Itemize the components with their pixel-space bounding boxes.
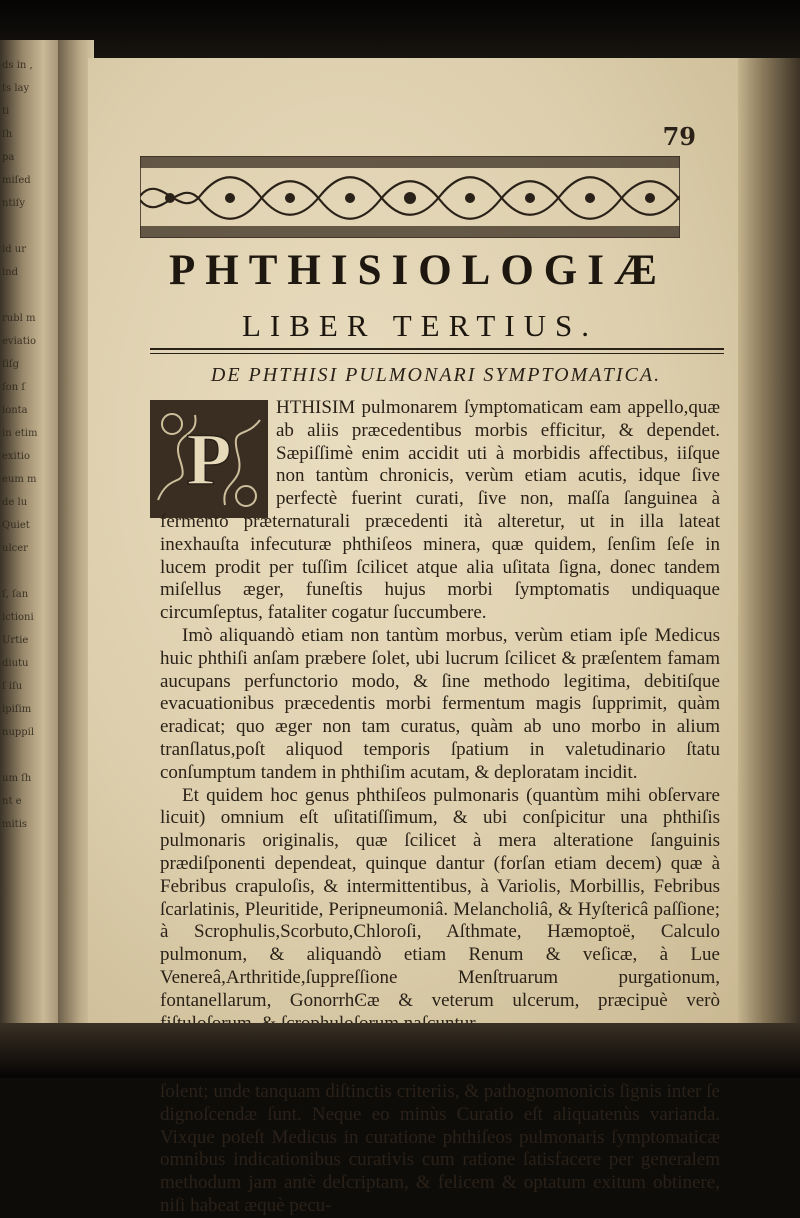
margin-fragment: nt e xyxy=(2,796,22,807)
margin-fragment: diutu xyxy=(2,658,29,669)
margin-fragment: ntiſy xyxy=(2,198,26,209)
margin-fragment: ipiſim xyxy=(2,704,32,715)
book-title: LIBER TERTIUS. xyxy=(241,308,599,343)
paragraph-3: Et quidem hoc genus phthiſeos pulmonaris (quantùm mihi obſervare licuit) omnium eſt uſitatiſſimum, & ubi conſpicitur una phthiſis pulmonaris originalis, quæ ſcilicet à mera alteratione ſanguinis prædiſponenti dependeat, quinque dantur (forſan etiam decem) quæ à Febribus crapuloſis, & intermittentibus, à Variolis, Morbillis, Febribus ſcarlatinis, Pleuritide, Peripneumoniâ. Melancholiâ, & Hyſtericâ paſſione; à Scrophulis,Scorbuto,Chloroſi, Aſthmate, Hæmoptoë, Calculo pulmonum, & aliquandò etiam Renum & veſicæ, à Lue Venereâ,Arthritide,ſuppreſſione Menſtruarum purgationum, fontanellarum, GonorrhϾæ & veterum ulcerum, præcipuè verò xyxy=(160,784,720,1011)
margin-fragment: ſiſg xyxy=(2,359,20,370)
margin-fragment: pa xyxy=(2,152,15,163)
ornamental-headpiece xyxy=(140,156,680,238)
margin-fragment: id ur xyxy=(2,244,26,255)
page-right-edge xyxy=(738,58,800,1023)
margin-fragment: miſed xyxy=(2,175,31,186)
margin-fragment: ſon ſ xyxy=(2,382,26,393)
margin-fragment: ts lay xyxy=(2,83,30,94)
margin-fragment: ds in , xyxy=(2,60,33,71)
margin-fragment: de lu xyxy=(2,497,28,508)
margin-fragment: eum m xyxy=(2,474,37,485)
margin-fragment: ictioni xyxy=(2,612,34,623)
drop-cap-letter: P xyxy=(186,419,232,501)
margin-fragment: rubl m xyxy=(2,313,36,324)
margin-fragment: ſh xyxy=(2,129,13,140)
margin-fragment: ulcer xyxy=(2,543,28,554)
margin-fragment: Urtie xyxy=(2,635,29,646)
margin-fragment: mitis xyxy=(2,819,28,830)
margin-fragment: in etim xyxy=(2,428,38,439)
margin-fragment: um ſh xyxy=(2,773,32,784)
facing-page-edge xyxy=(0,40,58,1040)
scan-bottom-shadow xyxy=(0,1023,800,1078)
paragraph-1: HTHISIM pulmonarem ſymptomaticam eam appello,quæ ab aliis præcedentibus morbis efficitur, & dependet. Sæpiſſimè enim accidit uti à morbidis affectibus, iiſque non tantùm chronicis, verùm etiam acutis, idque ſive perfectè fuerint curati, ſive non, maſſa ſanguinea à fermento præternaturali præcedenti ità alteretur, ut in illa lateat inexhauſta infecuturæ phthiſeos minera, quæ quidem, ſenſim ſeſe in lucem prodit per tuſſim ſcilicet atque alia uſitata ſigna, donec tandem miſellus æger, funeſtis hujus morbi ſymptomatis undiquaque circumſeptus, fataliter cogatur ſuccumbere. xyxy=(160,397,720,624)
chapter-title: DE PHTHISI PULMONARI SYMPTOMATICA. xyxy=(210,364,662,386)
running-title: PHTHISIOLOGIÆ xyxy=(169,247,667,294)
margin-fragment: nuppil xyxy=(2,727,35,738)
margin-fragment: eviatio xyxy=(2,336,36,347)
margin-fragment: ſ iſu xyxy=(2,681,23,692)
margin-fragment: ſ, ſan xyxy=(2,589,29,600)
book-page xyxy=(88,58,738,1216)
body-text xyxy=(160,397,720,1218)
page-number: 79 xyxy=(662,122,696,151)
margin-fragment: Quiet xyxy=(2,520,30,531)
paragraph-4: ſolent; unde tanquam diſtinctis criteriis, & pathognomonicis ſignis inter ſe dignoſcendæ ſunt. Neque eo minùs Curatio eſt aliquatenùs varianda. Vixque poteſt Medicus in curatione phthiſeos pulmonaris ſymptomaticæ omnibus indicationibus curativis cum ratione ſatisfacere per generalem methodum jam antè deſcriptam, & felicem & optatum exitum obtinere, niſi habeat æquè pecu- xyxy=(160,1080,720,1216)
margin-fragment: ind xyxy=(2,267,19,278)
margin-fragment: exitio xyxy=(2,451,30,462)
title-rule xyxy=(150,348,724,354)
paragraph-2: Imò aliquandò etiam non tantùm morbus, verùm etiam ipſe Medicus huic phthiſi anſam præbere ſolet, ubi lucrum ſcilicet & præſentem famam aucupans perfunctorio modo, & ſine methodo legitima, debitiſque evacuationibus præcedentis morbi fermentum magis ſupprimit, quàm eradicat; quo æger non tam curatus, quàm ab uno morbo in alium tranſlatus,poſt aliquod temporis ſpatium in valetudinario ſtatu conſumptum tandem in phthiſim acutam, & deploratam incidit. xyxy=(160,624,720,783)
margin-fragment: ionta xyxy=(2,405,28,416)
margin-fragment: ti xyxy=(2,106,10,117)
